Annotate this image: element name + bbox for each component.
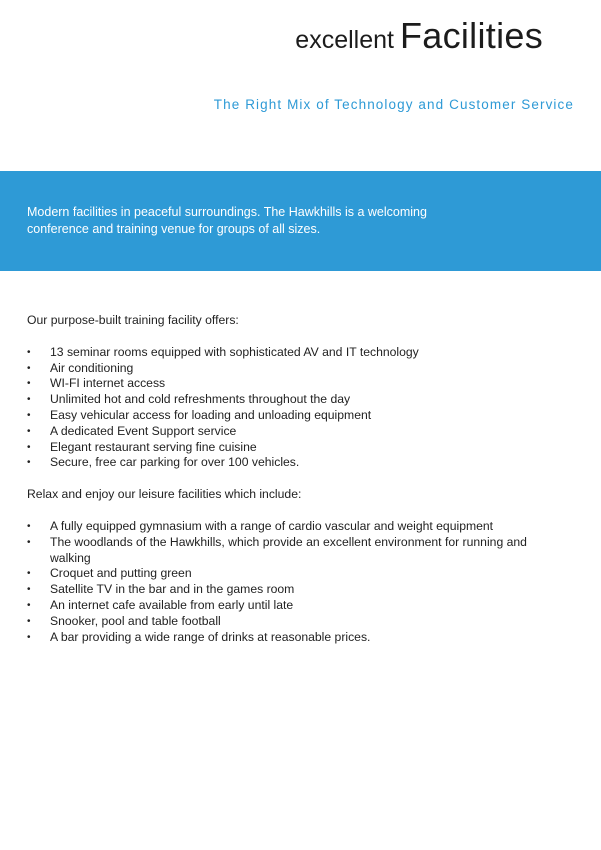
page-title <box>295 15 543 56</box>
leisure-intro: Relax and enjoy our leisure facilities which include: <box>27 487 302 502</box>
list-item: • An internet cafe available from early until late <box>27 598 557 614</box>
list-item: • A dedicated Event Support service <box>27 424 557 440</box>
list-item: • Croquet and putting green <box>27 566 557 582</box>
list-item: • Snooker, pool and table football <box>27 614 557 630</box>
training-list <box>27 345 557 471</box>
list-item: • WI-FI internet access <box>27 376 557 392</box>
list-item: • A fully equipped gymnasium with a range of cardio vascular and weight equipment <box>27 519 557 535</box>
page-title-strong: Facilities <box>399 15 543 56</box>
list-item: • Elegant restaurant serving fine cuisine <box>27 440 557 456</box>
list-item: • Satellite TV in the bar and in the games room <box>27 582 557 598</box>
intro-banner <box>0 171 601 271</box>
list-item: • 13 seminar rooms equipped with sophisticated AV and IT technology <box>27 345 557 361</box>
page-subtitle: The Right Mix of Technology and Customer Service <box>213 97 574 112</box>
list-item: • A bar providing a wide range of drinks at reasonable prices. <box>27 630 557 646</box>
list-item: • Secure, free car parking for over 100 vehicles. <box>27 455 557 471</box>
list-item: • Unlimited hot and cold refreshments throughout the day <box>27 392 557 408</box>
banner-text: Modern facilities in peaceful surroundings. The Hawkhills is a welcoming conference and training venue for groups of all sizes. <box>27 205 427 236</box>
list-item: • Air conditioning <box>27 361 557 377</box>
training-intro: Our purpose-built training facility offers: <box>27 313 239 327</box>
page-title-light: excellent <box>295 26 394 54</box>
list-item: • Easy vehicular access for loading and unloading equipment <box>27 408 557 424</box>
main-content <box>27 313 557 661</box>
leisure-list <box>27 519 557 645</box>
list-item: • The woodlands of the Hawkhills, which provide an excellent environment for running and walking <box>27 535 557 567</box>
